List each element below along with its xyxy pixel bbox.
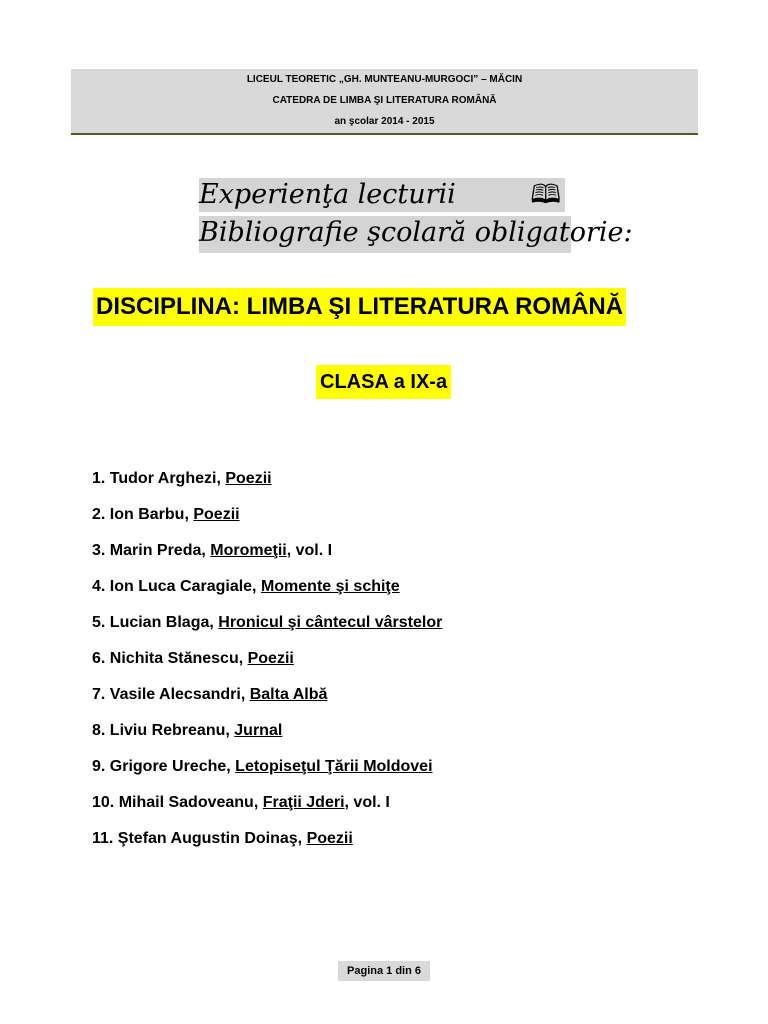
list-item — [92, 574, 442, 610]
book-title: Letopiseţul Ţării Moldovei — [235, 758, 433, 775]
book-title: Hronicul şi cântecul vârstelor — [218, 614, 443, 631]
book-author: 3. Marin Preda, — [92, 542, 211, 559]
list-item — [92, 826, 442, 862]
book-title: Moromeţii — [210, 542, 287, 559]
list-item — [92, 466, 442, 502]
book-author: 2. Ion Barbu, — [92, 506, 194, 523]
book-title: Momente şi schiţe — [260, 578, 400, 595]
book-author: 10. Mihail Sadoveanu, — [92, 794, 263, 811]
title-bibliografie: Bibliografie şcolară obligatorie: — [199, 216, 571, 253]
list-item — [92, 646, 442, 682]
school-name: LICEUL TEORETIC „GH. MUNTEANU-MURGOCI” – MĂCIN — [246, 74, 523, 85]
book-suffix: , vol. I — [344, 794, 390, 811]
title-experienta — [199, 178, 565, 212]
book-title: Poezii — [225, 470, 272, 487]
list-item — [92, 502, 442, 538]
book-author: 9. Grigore Ureche, — [92, 758, 236, 775]
school-header — [71, 69, 698, 135]
book-title: Fraţii Jderi — [262, 794, 345, 811]
list-item — [92, 682, 442, 718]
book-author: 8. Liviu Rebreanu, — [92, 722, 235, 739]
book-list — [92, 466, 442, 862]
book-title: Poezii — [193, 506, 240, 523]
list-item — [92, 610, 442, 646]
book-title: Poezii — [306, 830, 353, 847]
book-title: Balta Albă — [249, 686, 328, 703]
list-item — [92, 754, 442, 790]
book-author: 5. Lucian Blaga, — [92, 614, 219, 631]
list-item — [92, 718, 442, 754]
class-heading: CLASA a IX-a — [316, 365, 451, 399]
department-name: CATEDRA DE LIMBA ŞI LITERATURA ROMÂNĂ — [272, 95, 497, 106]
book-author: 4. Ion Luca Caragiale, — [92, 578, 261, 595]
book-author: 11. Ştefan Augustin Doinaş, — [92, 830, 307, 847]
book-author: 6. Nichita Stănescu, — [92, 650, 248, 667]
school-year: an şcolar 2014 - 2015 — [334, 116, 435, 127]
book-icon: 🕮 — [530, 180, 561, 210]
book-author: 7. Vasile Alecsandri, — [92, 686, 250, 703]
book-author: 1. Tudor Arghezi, — [92, 470, 226, 487]
discipline-heading: DISCIPLINA: LIMBA ŞI LITERATURA ROMÂNĂ — [93, 288, 626, 326]
page-number: Pagina 1 din 6 — [338, 961, 430, 981]
title-experienta-text: Experienţa lecturii — [199, 179, 456, 210]
book-title: Poezii — [247, 650, 294, 667]
list-item — [92, 790, 442, 826]
list-item — [92, 538, 442, 574]
book-suffix: , vol. I — [286, 542, 333, 559]
book-title: Jurnal — [234, 722, 283, 739]
